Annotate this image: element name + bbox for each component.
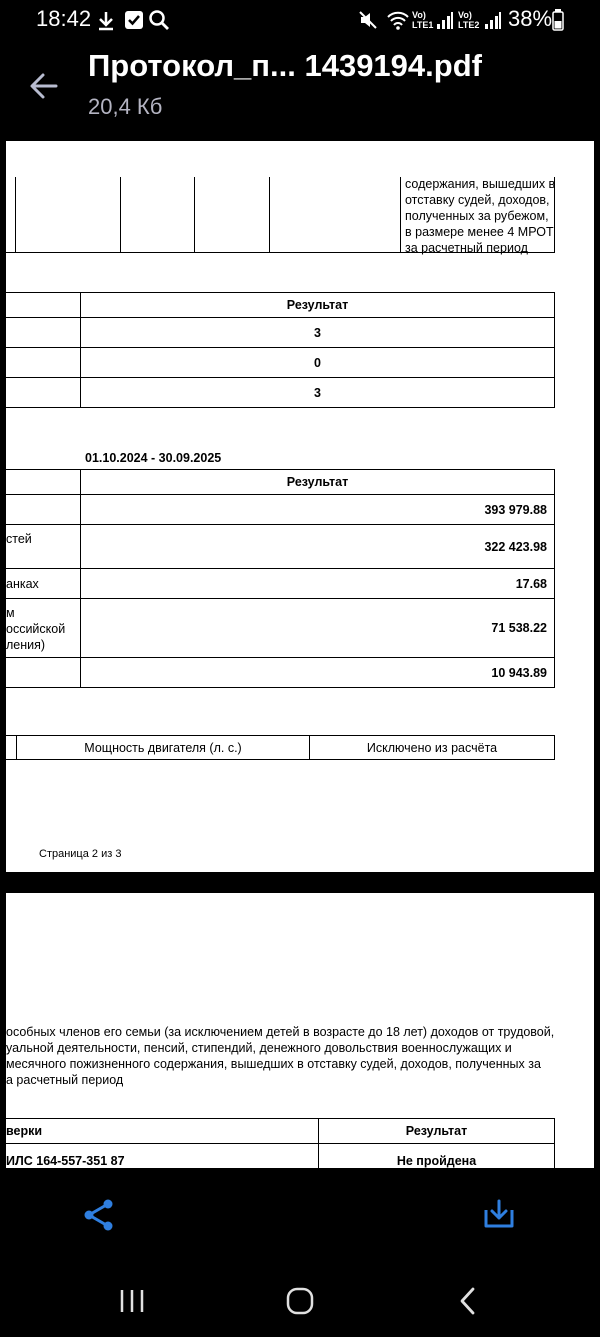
table3-col2: Исключено из расчёта [366,741,498,755]
navigation-bar [0,1268,600,1337]
signal1-icon [436,10,454,30]
pdf-page-3[interactable] [6,893,594,1168]
top-cell-text: содержания, вышедших в отставку судей, доходов, полученных за рубежом, в размере менее 4 МРОТ за расчетный период [405,177,556,255]
table2-value-4: 71 538.22 [491,621,547,635]
status-bar [0,0,600,40]
table2-label-2: стей [6,532,32,546]
battery-percent: 38% [508,6,553,31]
table2-label-3: анках [6,577,39,591]
table3-col1: Мощность двигателя (л. с.) [84,741,242,755]
table2-value-1: 393 979.88 [484,503,547,517]
table1-value-2: 0 [314,356,321,370]
share-icon[interactable] [82,1198,116,1232]
page3-col1-header: верки [6,1124,43,1138]
wifi-icon [386,9,410,31]
table2-value-2: 322 423.98 [484,540,547,554]
home-icon[interactable] [285,1287,315,1315]
page3-row1-col1: ИЛС 164-557-351 87 [6,1154,125,1168]
pdf-page-2[interactable] [6,141,594,872]
download-status-icon [96,10,116,32]
table2-header: Результат [286,475,349,489]
table1-header: Результат [286,298,349,312]
table1-value-3: 3 [314,386,321,400]
table2-label-4: м оссийской ления) [6,606,66,652]
page-footer: Страница 2 из 3 [39,848,122,860]
page3-col2-header: Результат [405,1124,468,1138]
network1-label: Vo) LTE1 [412,10,434,30]
search-status-icon [148,9,170,31]
table2-value-5: 10 943.89 [491,666,547,680]
download-icon[interactable] [482,1198,516,1232]
period-label: 01.10.2024 - 30.09.2025 [85,451,222,465]
recent-apps-icon[interactable] [118,1288,146,1314]
mute-icon [358,10,378,30]
page3-paragraph: особных членов его семьи (за исключением детей в возрасте до 18 лет) доходов от трудовой, уальной деятельности, пенсий, стипендий, денежного довольствия военнослужащих и месячного пожизненного содержания, вышедших в отставку судей, доходов, полученных за а расчетный период [6,1025,555,1087]
action-bar [0,1168,600,1268]
status-time: 18:42 [36,6,92,31]
battery-icon [552,9,564,31]
back-arrow-icon[interactable] [28,72,60,100]
network2-label: Vo) LTE2 [458,10,480,30]
checkbox-status-icon [124,10,144,30]
page3-row1-col2: Не пройдена [396,1154,477,1168]
table2-value-3: 17.68 [515,577,547,591]
signal2-icon [484,10,502,30]
document-title: Протокол_п... 1439194.pdf [88,48,482,83]
table1-value-1: 3 [314,326,321,340]
file-size: 20,4 Кб [88,94,163,119]
nav-back-icon[interactable] [456,1287,480,1315]
